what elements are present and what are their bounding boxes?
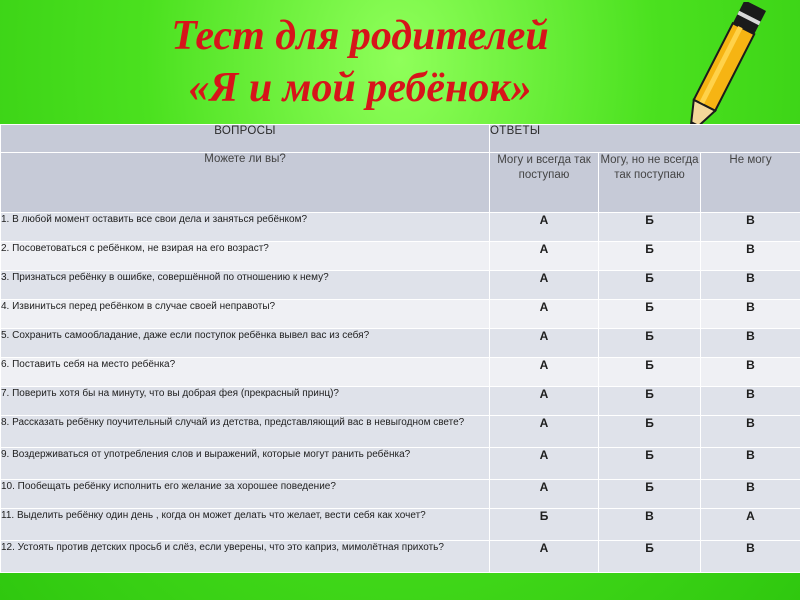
question-text: 8. Рассказать ребёнку поучительный случай из детства, представляющий вас в невыгодном свете? [1, 416, 490, 448]
question-text: 6. Поставить себя на место ребёнка? [1, 358, 490, 387]
option-cannot: Не могу [701, 153, 800, 213]
table-row [1, 416, 800, 448]
table-row [1, 541, 800, 573]
answers-header: ОТВЕТЫ [490, 125, 800, 153]
answer-cell: А [490, 480, 599, 509]
answer-cell: А [490, 213, 599, 242]
answer-cell: В [701, 541, 800, 573]
answer-cell: В [701, 416, 800, 448]
table-row [1, 387, 800, 416]
question-text: 4. Извиниться перед ребёнком в случае своей неправоты? [1, 300, 490, 329]
answer-cell: А [490, 242, 599, 271]
answer-cell: А [490, 448, 599, 480]
answer-cell: А [490, 271, 599, 300]
answer-cell: Б [599, 271, 701, 300]
table-row [1, 300, 800, 329]
table-row [1, 480, 800, 509]
answer-cell: А [490, 329, 599, 358]
table-header-row [1, 125, 800, 153]
question-text: 11. Выделить ребёнку один день , когда он может делать что желает, вести себя как хочет? [1, 509, 490, 541]
question-text: 3. Признаться ребёнку в ошибке, совершённой по отношению к нему? [1, 271, 490, 300]
answer-cell: В [701, 358, 800, 387]
question-text: 2. Посоветоваться с ребёнком, не взирая на его возраст? [1, 242, 490, 271]
answer-cell: Б [599, 541, 701, 573]
question-text: 9. Воздерживаться от употребления слов и выражений, которые могут ранить ребёнка? [1, 448, 490, 480]
answer-cell: А [490, 541, 599, 573]
title-line-2: «Я и мой ребёнок» [188, 65, 532, 111]
answer-cell: Б [599, 358, 701, 387]
answer-cell: А [701, 509, 800, 541]
answer-cell: Б [599, 213, 701, 242]
table-row [1, 509, 800, 541]
question-text: 7. Поверить хотя бы на минуту, что вы добрая фея (прекрасный принц)? [1, 387, 490, 416]
answer-cell: В [701, 271, 800, 300]
slide-title [0, 10, 720, 114]
questions-header: ВОПРОСЫ [1, 125, 490, 153]
answer-cell: В [701, 213, 800, 242]
question-text: 10. Пообещать ребёнку исполнить его желание за хорошее поведение? [1, 480, 490, 509]
question-prompt: Можете ли вы? [1, 153, 490, 213]
answer-cell: Б [490, 509, 599, 541]
questionnaire-table [0, 124, 800, 573]
answer-cell: В [701, 387, 800, 416]
answer-cell: В [701, 329, 800, 358]
answer-cell: Б [599, 242, 701, 271]
answer-cell: В [701, 480, 800, 509]
table-row [1, 242, 800, 271]
table-subheader-row [1, 153, 800, 213]
answer-cell: А [490, 387, 599, 416]
table-row [1, 271, 800, 300]
answer-cell: Б [599, 387, 701, 416]
answer-cell: А [490, 358, 599, 387]
answer-cell: А [490, 300, 599, 329]
question-text: 5. Сохранить самообладание, даже если поступок ребёнка вывел вас из себя? [1, 329, 490, 358]
table-row [1, 358, 800, 387]
answer-cell: В [701, 300, 800, 329]
question-text: 1. В любой момент оставить все свои дела и заняться ребёнком? [1, 213, 490, 242]
pencil-icon [668, 2, 780, 132]
table-row [1, 213, 800, 242]
answer-cell: А [490, 416, 599, 448]
answer-cell: В [599, 509, 701, 541]
question-text: 12. Устоять против детских просьб и слёз, если уверены, что это каприз, мимолётная прихоть? [1, 541, 490, 573]
answer-cell: Б [599, 416, 701, 448]
answer-cell: Б [599, 480, 701, 509]
table-row [1, 329, 800, 358]
answer-cell: Б [599, 300, 701, 329]
answer-cell: Б [599, 448, 701, 480]
table-row [1, 448, 800, 480]
option-always: Могу и всегда так поступаю [490, 153, 599, 213]
title-line-1: Тест для родителей [171, 13, 549, 59]
answer-cell: Б [599, 329, 701, 358]
option-sometimes: Могу, но не всегда так поступаю [599, 153, 701, 213]
answer-cell: В [701, 448, 800, 480]
answer-cell: В [701, 242, 800, 271]
